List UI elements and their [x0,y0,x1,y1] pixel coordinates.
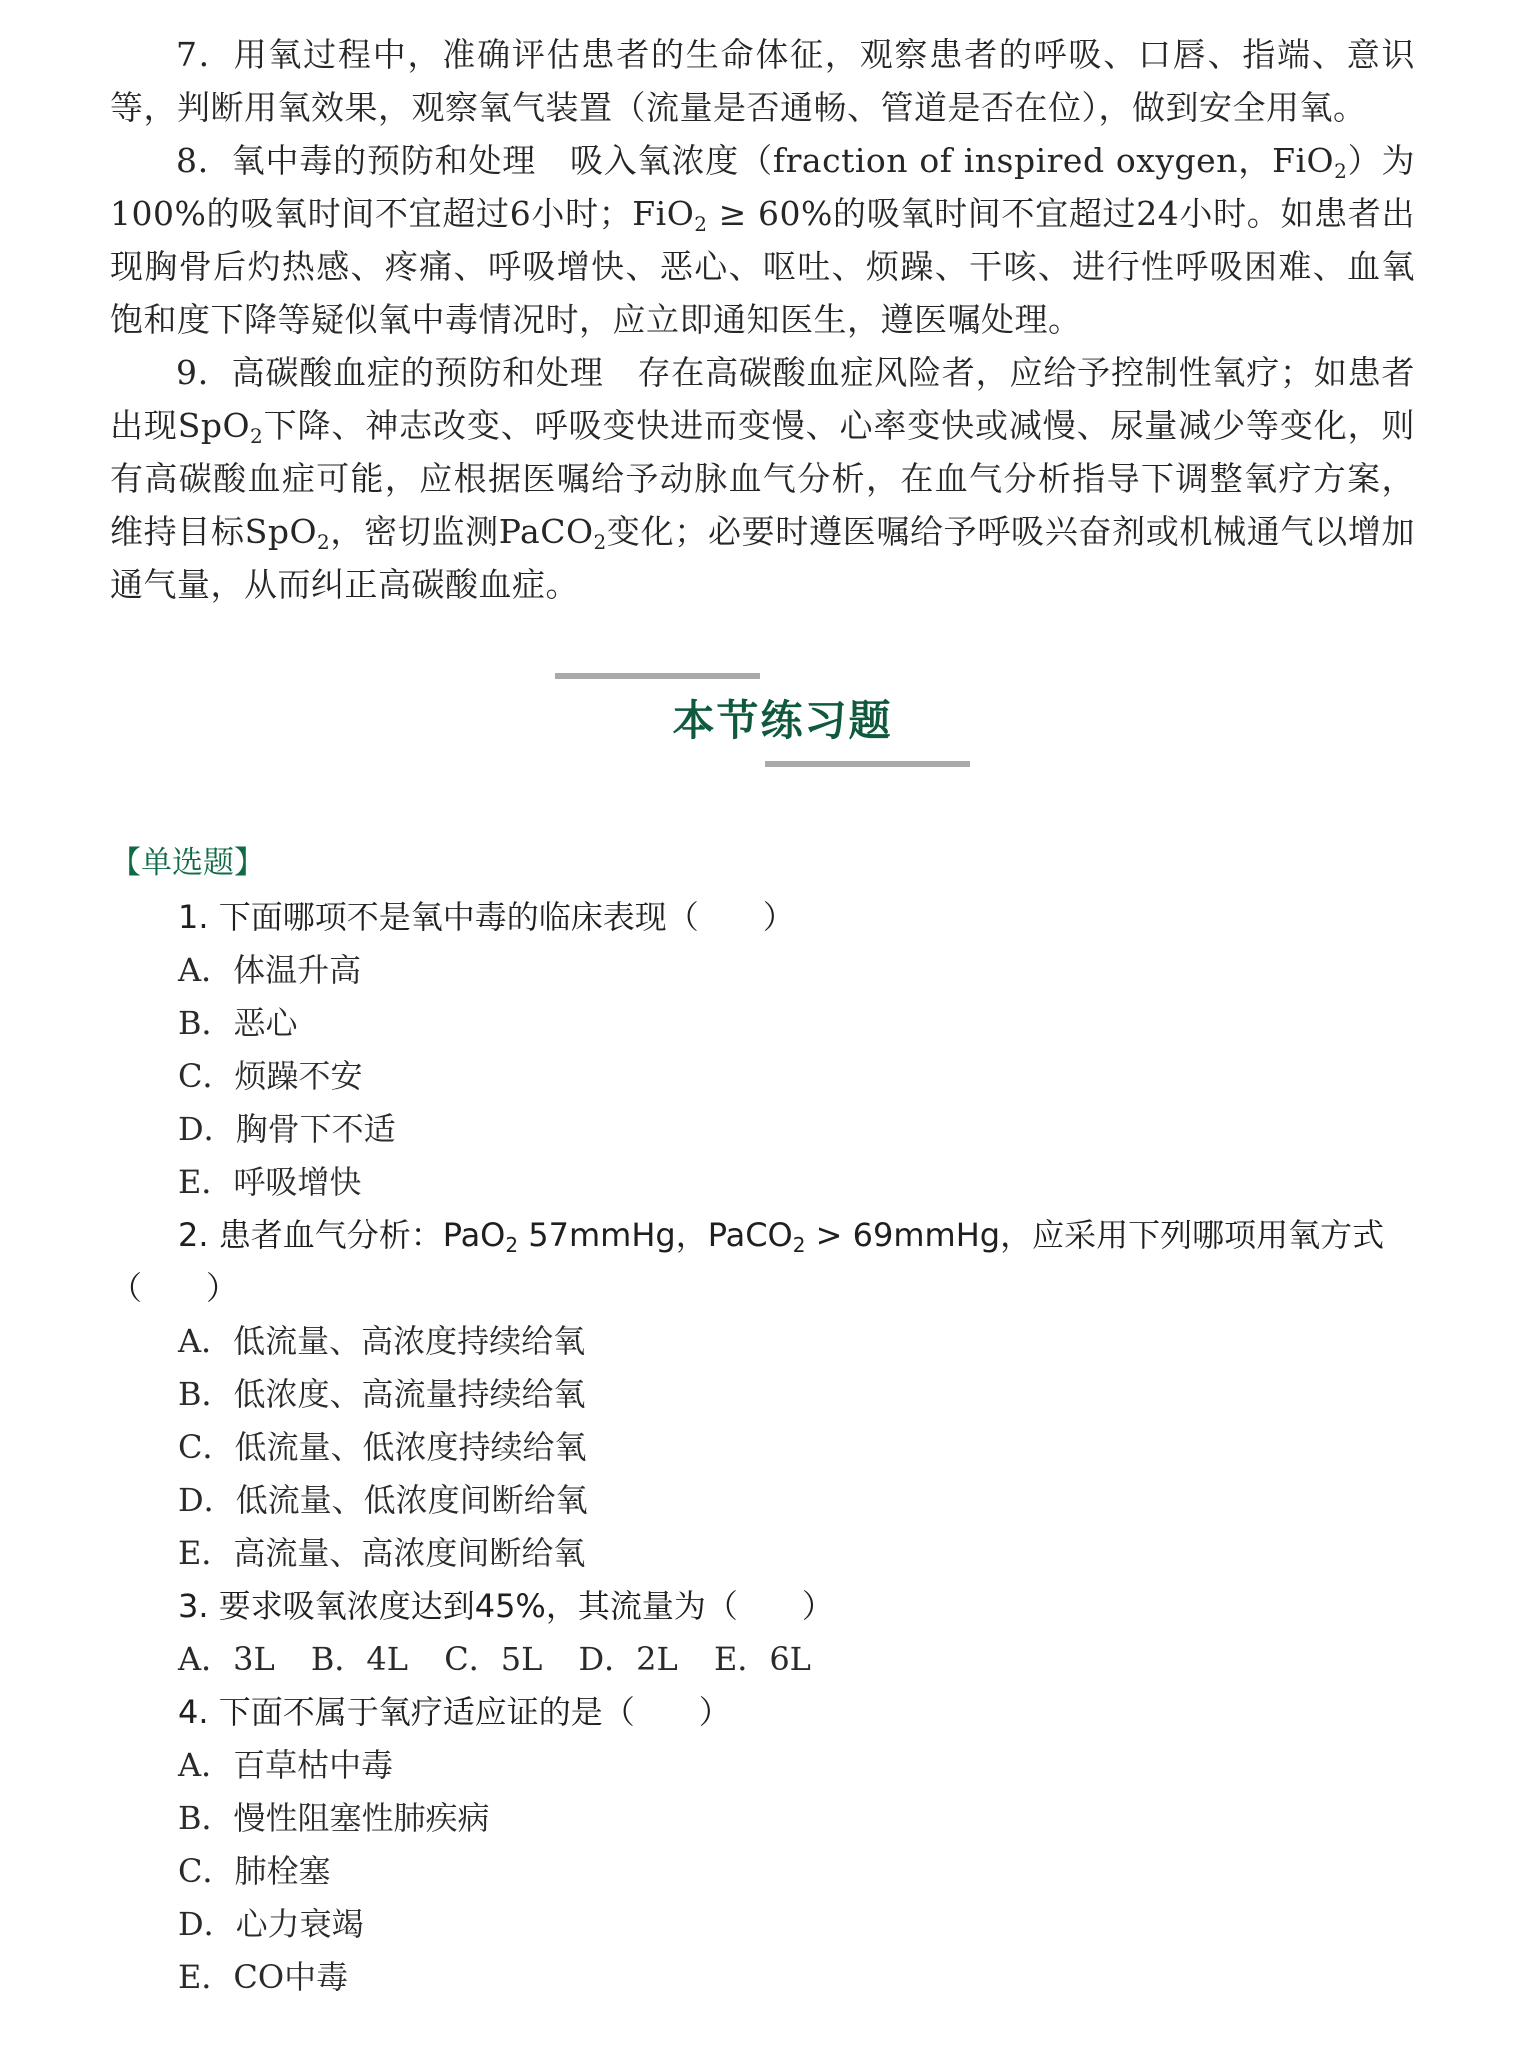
option-c: C．低流量、低浓度持续给氧 [178,1428,587,1466]
option-e: E．CO中毒 [178,1958,349,1996]
option-c: C．5L [444,1640,543,1678]
question-1 [110,891,1415,1209]
paragraph-9: 9．高碳酸血症的预防和处理 存在高碳酸血症风险者，应给予控制性氧疗；如患者出现SpO$_2$下降、神志改变、呼吸变快进而变慢、心率变快或减慢、尿量减少等变化，则有高碳酸血症可能，应根据医嘱给予动脉血气分析，在血气分析指导下调整氧疗方案，维持目标SpO$_2$，密切监测PaCO$_2$变化；必要时遵医嘱给予呼吸兴奋剂或机械通气以增加通气量，从而纠正高碳酸血症。 [110,353,1416,604]
option-b: B．慢性阻塞性肺疾病 [178,1799,490,1837]
section-header [110,673,1415,803]
question-stem: 3. 要求吸氧浓度达到45%，其流量为（ ） [178,1587,834,1625]
paragraph-7: 7．用氧过程中，准确评估患者的生命体征，观察患者的呼吸、口唇、指端、意识等，判断用氧效果，观察氧气装置（流量是否通畅、管道是否在位），做到安全用氧。 [110,35,1415,127]
title-top-rule [555,673,760,679]
option-d: D．2L [578,1640,678,1678]
question-stem: 4. 下面不属于氧疗适应证的是（ ） [178,1693,731,1731]
question-3 [110,1580,1415,1686]
question-4 [110,1686,1415,2004]
option-d: D．低流量、低浓度间断给氧 [178,1481,588,1519]
option-a: A．体温升高 [178,951,362,989]
option-a: A．低流量、高浓度持续给氧 [178,1322,586,1360]
option-b: B．低浓度、高流量持续给氧 [178,1375,586,1413]
question-stem: 2. 患者血气分析：PaO$_2$ 57mmHg，PaCO$_2$ > 69mmHg，应采用下列哪项用氧方式（ ） [110,1216,1385,1307]
question-stem: 1. 下面哪项不是氧中毒的临床表现（ ） [178,898,795,936]
option-c: C．烦躁不安 [178,1057,363,1095]
inline-options [110,1633,1415,1686]
option-d: D．胸骨下不适 [178,1110,396,1148]
option-a: A．3L [178,1640,275,1678]
paragraph-8: 8．氧中毒的预防和处理 吸入氧浓度（fraction of inspired oxygen，FiO$_2$）为100%的吸氧时间不宜超过6小时；FiO$_2$ ≥ 60%的吸氧时间不宜超过24小时。如患者出现胸骨后灼热感、疼痛、呼吸增快、恶心、呕吐、烦躁、干咳、进行性呼吸困难、血氧饱和度下降等疑似氧中毒情况时，应立即通知医生，遵医嘱处理。 [110,141,1416,339]
option-d: D．心力衰竭 [178,1905,364,1943]
option-c: C．肺栓塞 [178,1852,331,1890]
option-e: E．6L [713,1640,811,1678]
option-e: E．呼吸增快 [178,1163,362,1201]
question-type-label: 【单选题】 [110,845,265,881]
option-b: B．4L [310,1640,409,1678]
title-bottom-rule [765,761,970,767]
option-a: A．百草枯中毒 [178,1746,394,1784]
question-2 [110,1209,1415,1580]
option-b: B．恶心 [178,1004,298,1042]
section-title: 本节练习题 [672,696,893,745]
page [110,28,1415,2004]
option-e: E．高流量、高浓度间断给氧 [178,1534,586,1572]
